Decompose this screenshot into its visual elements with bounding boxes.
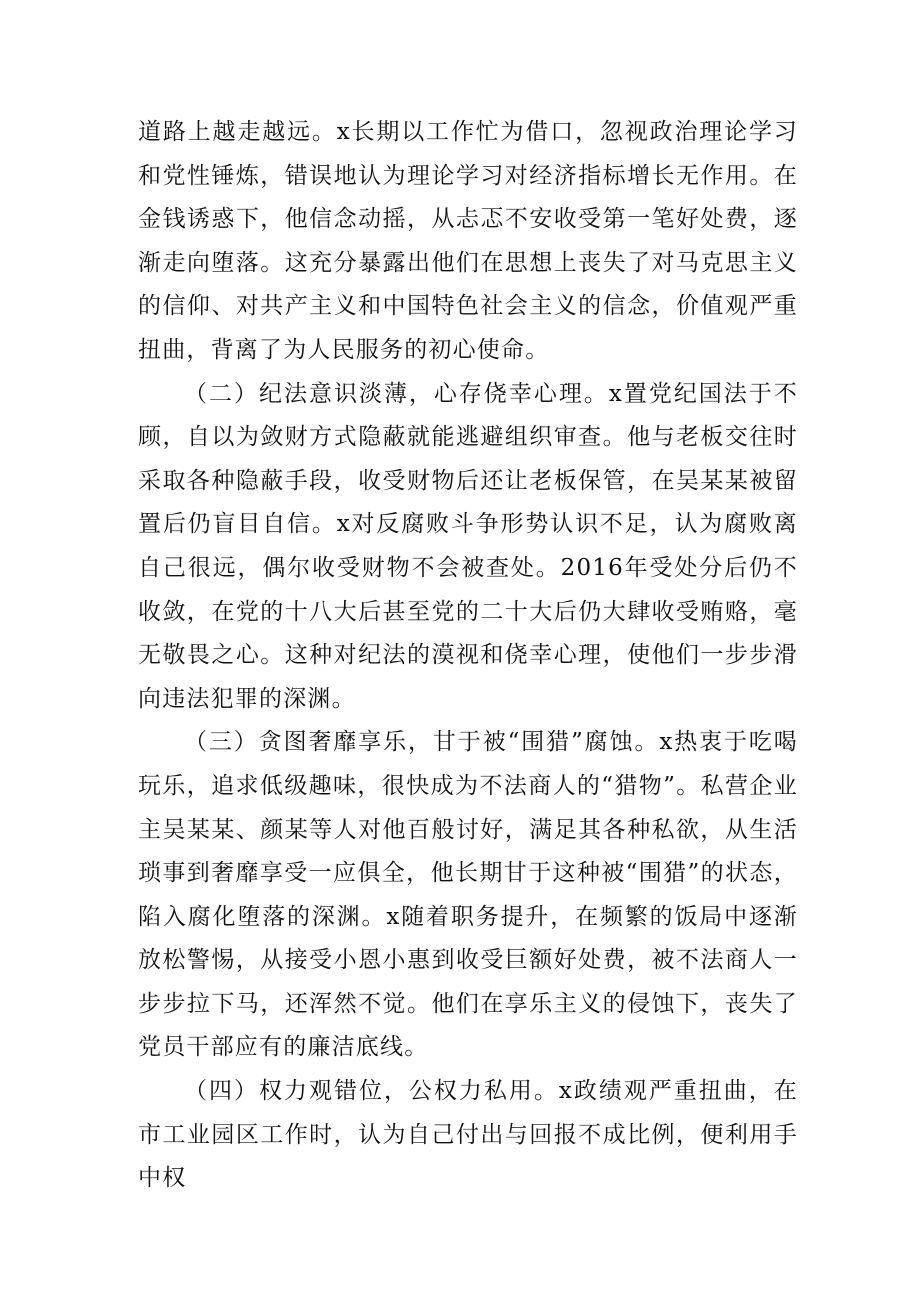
- document-body: [138, 111, 798, 1201]
- paragraph-continuation: 道路上越走越远。x长期以工作忙为借口，忽视政治理论学习和党性锤炼，错误地认为理论学习对经济指标增长无作用。在金钱诱惑下，他信念动摇，从忐忑不安收受第一笔好处费，逐渐走向堕落。这充分暴露出他们在思想上丧失了对马克思主义的信仰、对共产主义和中国特色社会主义的信念，价值观严重扭曲，背离了为人民服务的初心使命。: [138, 119, 798, 363]
- paragraph-section-4: （四）权力观错位，公权力私用。x政绩观严重扭曲，在市工业园区工作时，认为自己付出与回报不成比例，便利用手中权: [138, 1078, 798, 1192]
- paragraph-section-2: （二）纪法意识淡薄，心存侥幸心理。x置党纪国法于不顾，自以为敛财方式隐蔽就能逃避组织审查。他与老板交往时采取各种隐蔽手段，收受财物后还让老板保管，在吴某某被留置后仍盲目自信。x对反腐败斗争形势认识不足，认为腐败离自己很远，偶尔收受财物不会被查处。2016年受处分后仍不收敛，在党的十八大后甚至党的二十大后仍大肆收受贿赂，毫无敬畏之心。这种对纪法的漠视和侥幸心理，使他们一步步滑向违法犯罪的深渊。: [138, 380, 798, 712]
- paragraph-section-3: （三）贪图奢靡享乐，甘于被“围猎”腐蚀。x热衷于吃喝玩乐，追求低级趣味，很快成为不法商人的“猎物”。私营企业主吴某某、颜某等人对他百般讨好，满足其各种私欲，从生活琐事到奢靡享受一应俱全，他长期甘于这种被“围猎”的状态，陷入腐化堕落的深渊。x随着职务提升，在频繁的饭局中逐渐放松警惕，从接受小恩小惠到收受巨额好处费，被不法商人一步步拉下马，还浑然不觉。他们在享乐主义的侵蚀下，丧失了党员干部应有的廉洁底线。: [138, 729, 798, 1061]
